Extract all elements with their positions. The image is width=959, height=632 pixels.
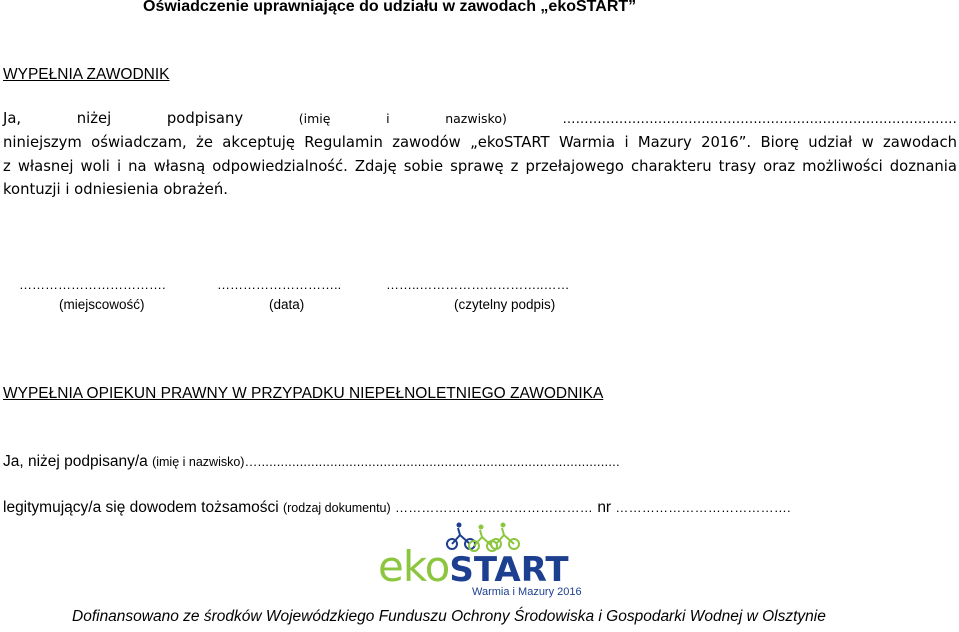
footer-note: Dofinansowano ze środków Wojewódzkiego Funduszu Ochrony Środowiska i Gospodarki Wodnej w Olsztynie	[72, 608, 826, 625]
text-podpisany: podpisany	[166, 110, 244, 127]
place-label: (miejscowość)	[59, 297, 145, 312]
date-dots: ………………………..	[217, 277, 342, 292]
participant-line-4: kontuzji i odniesienia obrażeń.	[3, 181, 228, 198]
logo-eko: eko	[378, 542, 450, 591]
ekostart-logo	[360, 522, 595, 604]
id-document-dots: ………………………………………	[395, 500, 593, 515]
participant-line-3: z własnej woli i na własną odpowiedzialność. Zdaję sobie sprawę z przełajowego charakteru trasy oraz możliwości doznania	[3, 157, 957, 175]
signature-label: (czytelny podpis)	[454, 297, 556, 312]
document-title: Oświadczenie uprawniające do udziału w zawodach „ekoSTART”	[143, 0, 637, 15]
hint-i: i	[386, 111, 390, 126]
participant-declaration	[3, 107, 957, 202]
guardian-line-1	[3, 453, 620, 471]
participant-section-heading: WYPEŁNIA ZAWODNIK	[3, 66, 170, 83]
text-ja: Ja,	[3, 110, 22, 127]
guardian-name-dots: …...............................................................................................	[244, 454, 620, 469]
signature-dots: ……..………………………..……	[386, 277, 570, 292]
name-fill-dots: …........................................................................................	[562, 112, 957, 127]
id-number-dots: ………………………………….	[615, 500, 791, 515]
guardian-line-2	[3, 499, 791, 517]
logo-wordmark	[378, 542, 569, 591]
logo-tagline: Warmia i Mazury 2016	[472, 586, 582, 598]
guardian-section-heading: WYPEŁNIA OPIEKUN PRAWNY W PRZYPADKU NIEPEŁNOLETNIEGO ZAWODNIKA	[3, 385, 604, 402]
hint-imie: (imię	[298, 111, 331, 126]
hint-nazwisko: nazwisko)	[445, 111, 507, 126]
place-dots: …………………………….	[19, 277, 166, 292]
participant-line-2: niniejszym oświadczam, że akceptuję Regulamin zawodów „ekoSTART Warmia i Mazury 2016”. Biorę udział w zawodach	[3, 134, 957, 151]
guardian-name-label: Ja, niżej podpisany/a	[3, 453, 148, 470]
date-label: (data)	[269, 297, 305, 312]
participant-line-1	[3, 107, 957, 131]
id-document-label: legitymujący/a się dowodem tożsamości	[3, 499, 279, 516]
id-document-hint: (rodzaj dokumentu)	[282, 501, 391, 515]
text-nizej: niżej	[76, 110, 112, 127]
logo-start: START	[449, 550, 569, 590]
id-number-label: nr	[597, 499, 612, 516]
guardian-name-hint: (imię i nazwisko)	[152, 455, 245, 469]
